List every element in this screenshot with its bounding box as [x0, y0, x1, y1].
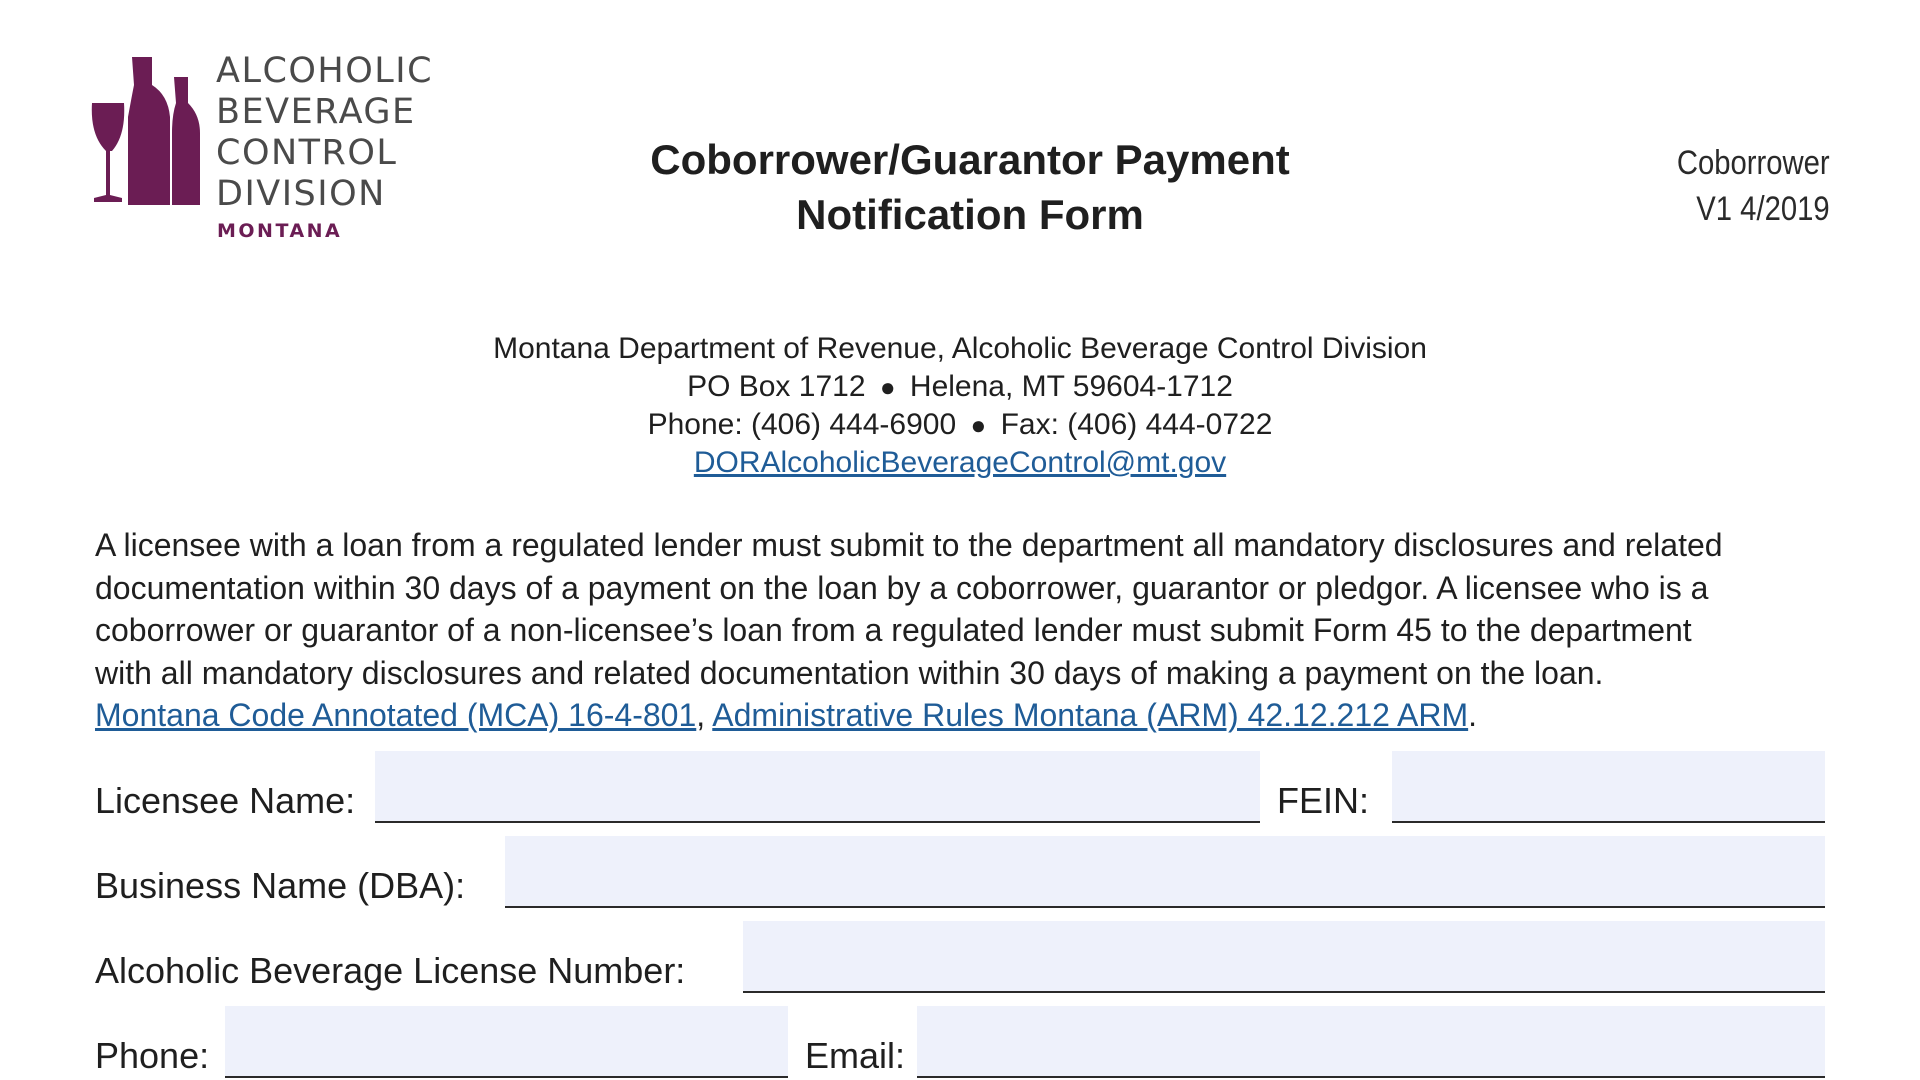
fein-input[interactable]	[1392, 751, 1825, 823]
city-state-zip: Helena, MT 59604-1712	[909, 370, 1233, 403]
form-code-version: V1 4/2019	[1696, 190, 1830, 228]
department-address	[460, 330, 1460, 482]
license-number-label: Alcoholic Beverage License Number:	[95, 950, 686, 991]
intro-line: coborrower or guarantor of a non-licensee’s loan from a regulated lender must submit Form 45 to the department	[95, 612, 1692, 648]
citations-line	[95, 694, 1835, 737]
contact-row	[95, 1000, 1825, 1076]
bottles-logo-icon	[90, 55, 202, 210]
license-number-row	[95, 915, 1825, 991]
logo-wordmark	[216, 51, 433, 215]
department-email-link[interactable]: DORAlcoholicBeverageControl@mt.gov	[693, 446, 1227, 479]
licensee-name-input[interactable]	[375, 751, 1260, 823]
citation-separator: ,	[696, 697, 713, 733]
email-line	[460, 444, 1460, 482]
logo-line: BEVERAGE	[216, 92, 416, 132]
intro-line: with all mandatory disclosures and related documentation within 30 days of making a payment on the loan.	[95, 654, 1604, 691]
form-title-line: Notification Form	[796, 191, 1144, 238]
arm-link[interactable]: Administrative Rules Montana (ARM) 42.12.212 ARM	[712, 697, 1469, 733]
logo-line: DIVISION	[216, 174, 386, 214]
citation-end: .	[1468, 697, 1478, 733]
form-code-name: Coborrower	[1677, 144, 1830, 182]
intro-paragraph	[95, 524, 1835, 737]
intro-line: documentation within 30 days of a payment on the loan by a coborrower, guarantor or pledgor. A licensee who is a	[95, 569, 1709, 606]
phone-input[interactable]	[225, 1006, 788, 1078]
phone-label: Phone:	[95, 1035, 210, 1076]
bullet-icon: ●	[970, 410, 987, 440]
department-name: Montana Department of Revenue, Alcoholic Beverage Control Division	[493, 332, 1427, 365]
logo-line: CONTROL	[216, 133, 398, 173]
logo-state: MONTANA	[217, 220, 343, 242]
po-box: PO Box 1712	[687, 370, 866, 403]
licensee-name-label: Licensee Name:	[95, 780, 356, 821]
mca-link[interactable]: Montana Code Annotated (MCA) 16-4-801	[95, 697, 697, 733]
form-title-line: Coborrower/Guarantor Payment	[650, 136, 1290, 183]
license-number-input[interactable]	[743, 921, 1825, 993]
business-name-row	[95, 830, 1825, 906]
business-name-label: Business Name (DBA):	[95, 865, 466, 906]
email-label: Email:	[805, 1035, 906, 1076]
contact-numbers	[460, 406, 1460, 444]
licensee-row	[95, 745, 1825, 821]
business-name-input[interactable]	[505, 836, 1825, 908]
abc-division-logo	[90, 51, 480, 245]
fax-number: Fax: (406) 444-0722	[1000, 408, 1273, 441]
phone-number: Phone: (406) 444-6900	[647, 408, 957, 441]
mailing-address	[460, 368, 1460, 406]
form-title	[560, 132, 1380, 242]
email-input[interactable]	[917, 1006, 1825, 1078]
intro-line: A licensee with a loan from a regulated lender must submit to the department all mandatory disclosures and related	[95, 527, 1723, 563]
bullet-icon: ●	[879, 372, 896, 402]
fein-label: FEIN:	[1277, 780, 1370, 821]
logo-line: ALCOHOLIC	[216, 51, 434, 91]
form-code	[1677, 140, 1830, 232]
